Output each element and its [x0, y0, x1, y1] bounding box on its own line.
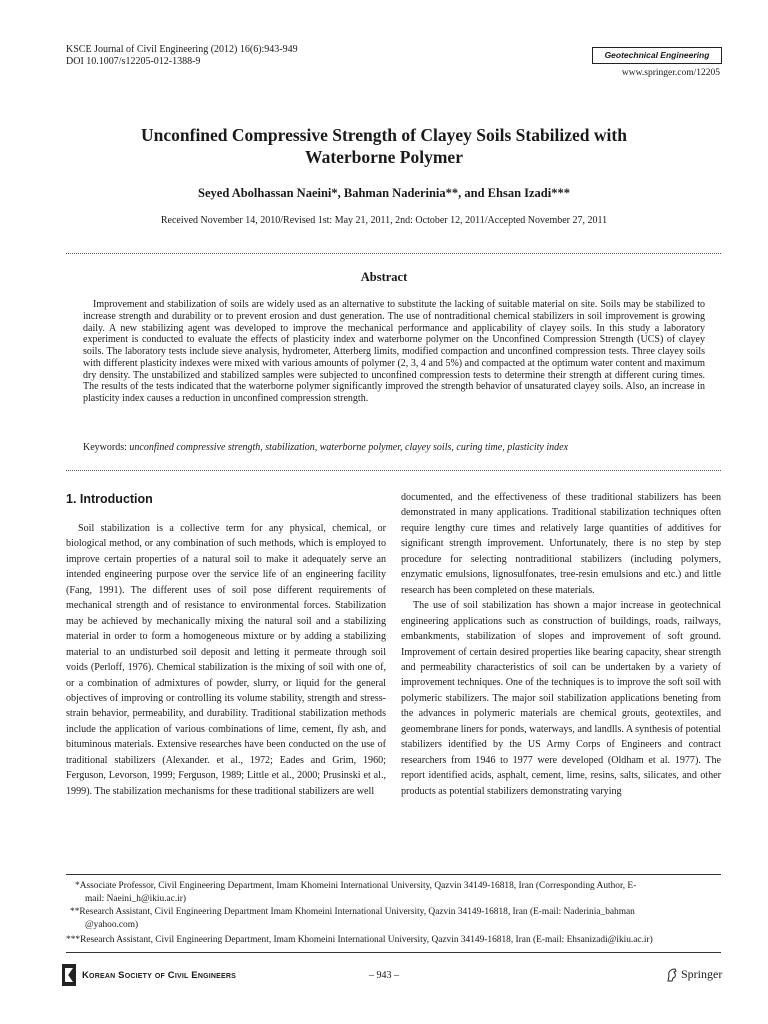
footnote-1-line-b: mail: Naeini_h@ikiu.ac.ir)	[85, 893, 187, 904]
received-dates: Received November 14, 2010/Revised 1st: May 21, 2011, 2nd: October 12, 2011/Accepted November 27, 2011	[160, 215, 608, 226]
category-box: Geotechnical Engineering	[592, 47, 722, 64]
springer-label: Springer	[681, 967, 723, 981]
ksce-emblem-icon	[62, 964, 76, 986]
section-heading-introduction: 1. Introduction	[66, 492, 153, 506]
journal-header	[66, 44, 298, 68]
abstract-heading: Abstract	[360, 270, 408, 284]
intro-paragraph-3: The use of soil stabilization has shown a major increase in geotechnical engineering applications such as construction of buildings, roads, railways, embankments, stabilization of slopes and improvement of soft ground. Improvement of certain desired properties like bearing capacity, shear strength and permeability characteristics of soil can be undertaken by a variety of improvement techniques. One of the techniques is to improve the soft soil with polymeric stabilizers. The major soil stabilization applications beneting from the advances in polymeric materials are chemical grouts, geotextiles, and geomembrane liners for ponds, waterways, and landlls. A synthesis of potential stabilizers identified by the US Army Corps of Engineers and contract researchers from 1946 to 1977 were developed (Oldham et al. 1977). The report identified acids, asphalt, cement, lime, resins, salts, silicates, and other products as potential stabilizers demonstrating varying	[401, 600, 721, 797]
doi: DOI 10.1007/s12205-012-1388-9	[66, 56, 201, 67]
page-number: – 943 –	[369, 970, 399, 981]
publisher-name: Korean Society of Civil Engineers	[82, 969, 237, 981]
footnote-3: ***Research Assistant, Civil Engineering Department, Imam Khomeini International University, Qazvin 34149-16818, Iran (E-mail: Ehsanizadi@ikiu.ac.ir)	[66, 935, 653, 945]
footnote-1-line-a: *Associate Professor, Civil Engineering Department, Imam Khomeini International University, Qazvin 34149-16818, Iran (Corresponding Author, E-	[75, 881, 637, 891]
footer-rule	[66, 952, 721, 953]
footnote-2	[70, 906, 635, 931]
paper-title	[80, 124, 688, 168]
footnote-rule	[66, 874, 721, 875]
divider-abstract	[66, 470, 721, 471]
abstract-text: Improvement and stabilization of soils are widely used as an alternative to substitute the lacking of suitable material on site. Soils may be stabilized to increase strength and durability or to prevent erosion and dust generation. The use of nontraditional chemical stabilizers in soil improvement is growing daily. A new stabilizing agent was developed to improve the mechanical performance and applicability of clayey soils. In this study a laboratory experiment is conducted to evaluate the effects of plasticity index and waterborne polymer on the Unconfined Compression Strength (UCS) of clayey soils. The laboratory tests include sieve analysis, hydrometer, Atterberg limits, modified compaction and unconfined compression tests. Three clayey soils with different plasticity indexes were mixed with various amounts of polymer (2, 3, 4 and 5%) and compacted at the optimum water content and maximum dry density. The unstabilized and stabilized samples were subjected to unconfined compression tests to determine their strength at different curing times. The results of the tests indicated that the waterborne polymer significantly improved the strength behavior of unsaturated clayey soils. Also, an increase in plasticity index causes a reduction in unconfined compression strength.	[83, 299, 705, 404]
journal-url[interactable]: www.springer.com/12205	[621, 68, 720, 78]
springer-logo	[666, 967, 722, 982]
ksce-logo	[62, 964, 236, 986]
keywords	[83, 442, 705, 453]
footnote-2-line-b: @yahoo.com)	[85, 919, 139, 930]
title-line-2: Waterborne Polymer	[305, 147, 463, 167]
footnote-2-line-a: **Research Assistant, Civil Engineering Department Imam Khomeini International University, Qazvin 34149-16818, Iran (E-mail: Naderinia_bahman	[70, 907, 635, 917]
divider-top	[66, 253, 721, 254]
springer-horse-icon	[666, 968, 678, 982]
keywords-list: unconfined compressive strength, stabilization, waterborne polymer, clayey soils, curing time, plasticity index	[129, 442, 569, 453]
footnote-1	[75, 880, 636, 905]
keywords-label: Keywords:	[83, 442, 127, 453]
authors: Seyed Abolhassan Naeini*, Bahman Naderinia**, and Ehsan Izadi***	[198, 186, 570, 200]
journal-citation: KSCE Journal of Civil Engineering (2012) 16(6):943-949	[66, 44, 298, 55]
title-line-1: Unconfined Compressive Strength of Clayey Soils Stabilized with	[141, 125, 627, 145]
intro-paragraph-2: documented, and the effectiveness of these traditional stabilizers has been demonstrated in many applications. Traditional stabilization techniques often require lengthy cure times and relatively large quantities of additives for significant strength improvement. Unfortunately, there is no step by step procedure for selecting nontraditional stabilizers (including polymers, enzymatic emulsions, lignosulfonates, tree-resin emulsions and etc.) and little research has been completed on these materials.	[401, 492, 721, 596]
left-column	[66, 521, 386, 799]
right-column	[401, 490, 721, 799]
intro-paragraph-1: Soil stabilization is a collective term for any physical, chemical, or biological method, or any combination of such methods, which is employed to improve certain properties of a natural soil to make it adequately serve an intended engineering purpose over the service life of an engineering facility (Fang, 1991). The different uses of soil pose different requirements of mechanical strength and of resistance to environmental forces. Stabilization may be achieved by mechanically mixing the natural soil and a stabilizing material in order to form a homogeneous mixture or by adding a stabilizing material to an undisturbed soil deposit and letting it permeate through soil voids (Perloff, 1976). Chemical stabilization is the mixing of soil with one of, or a combination of admixtures of powder, slurry, or liquid for the general objectives of improving or controlling its volume stability, strength and stress-strain behavior, permeability, and durability. Traditional stabilization methods include the application of various combinations of lime, cement, fly ash, and bituminous materials. Extensive researches have been conducted on the use of traditional stabilizers (Alexander. et al., 1972; Eades and Grim, 1960; Ferguson, Levorson, 1999; Ferguson, 1989; Little et al., 2000; Prusinski et al., 1999). The stabilization mechanisms for these traditional stabilizers are well	[66, 523, 386, 797]
